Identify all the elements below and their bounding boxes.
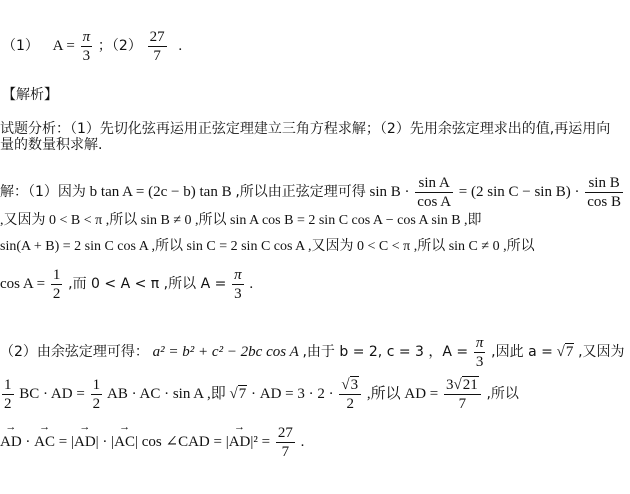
radicand: 7 <box>238 385 247 402</box>
dot-operator: · <box>25 433 31 450</box>
solution-text: ,所以由正弦定理可得 <box>235 183 366 200</box>
answer-part1-lhs: A = <box>52 37 75 54</box>
fraction-numerator: π <box>234 267 242 283</box>
square-root: √3 <box>341 377 359 393</box>
fraction-denominator: 7 <box>281 444 290 460</box>
fraction-denominator: 2 <box>4 396 12 412</box>
solution-line-1d <box>0 266 253 303</box>
fraction-denominator: 3 <box>475 354 484 370</box>
radicand: 3 <box>350 377 359 393</box>
vector-ad: → AD <box>74 433 96 451</box>
vector-ad: → AD <box>229 433 251 451</box>
answer-part1-label: （1） <box>2 37 39 54</box>
square-root: √7 <box>556 343 574 360</box>
fraction-denominator: 7 <box>458 396 467 412</box>
analysis-line-1: 试题分析：（1）先切化弦再运用正弦定理建立三角方程求解；（2）先用余弦定理求出的值,再运用向 <box>0 121 611 137</box>
fraction <box>2 376 14 413</box>
answer-line <box>2 28 182 65</box>
fraction-numerator: 27 <box>149 29 165 45</box>
fraction-denominator: 2 <box>52 286 61 302</box>
fraction-denominator: 2 <box>92 396 101 412</box>
fraction <box>339 376 361 413</box>
vector-ac: → AC <box>114 433 135 451</box>
fraction <box>91 376 103 413</box>
fraction-denominator: 3 <box>234 286 242 302</box>
solution-line-2b <box>0 376 519 413</box>
equation: | · | <box>95 433 115 450</box>
fraction-numerator: sin A <box>415 174 453 193</box>
analysis-line-2: 量的数量积求解. <box>0 137 103 153</box>
equation: | cos ∠CAD = | <box>135 433 229 450</box>
solution-line-2a <box>0 334 625 371</box>
equation: AB · AC · sin A ,即 <box>107 385 226 402</box>
vector-ac: → AC <box>34 433 55 451</box>
answer-part1-fraction <box>81 28 93 65</box>
equation: ,所以 AD = <box>366 385 439 402</box>
fraction <box>232 266 244 303</box>
equation: b tan A = (2c − b) tan B <box>89 183 232 200</box>
equation: sin B · <box>369 183 410 200</box>
solution-end: . <box>249 275 254 292</box>
equation: · AD = 3 · 2 · <box>251 385 334 402</box>
radicand: 7 <box>565 343 574 360</box>
coefficient: 3 <box>446 377 454 393</box>
solution-text: ,又因为 <box>578 343 625 360</box>
fraction <box>585 174 623 211</box>
fraction-numerator: sin B <box>585 174 623 193</box>
solution-line-1a <box>0 174 625 211</box>
fraction-denominator: 2 <box>346 396 354 412</box>
solution-text: ,由于 b = 2, c = 3 ，A = <box>302 343 469 360</box>
fraction-numerator: 1 <box>52 267 61 283</box>
fraction-numerator: 1 <box>4 377 12 393</box>
answer-part2-fraction <box>148 28 167 65</box>
equation: BC · AD = <box>19 385 85 402</box>
solution-intro: （2）由余弦定理可得： <box>0 343 149 360</box>
solution-line-2c <box>0 424 304 461</box>
fraction-denominator: cos B <box>587 194 621 210</box>
equation: = | <box>58 433 74 450</box>
solution-intro: 解：（1）因为 <box>0 183 86 200</box>
answer-separator: ；（2） <box>97 37 142 54</box>
square-root: √21 <box>453 377 478 393</box>
fraction-numerator: π <box>475 335 484 351</box>
solution-line-1b: ,又因为 0 < B < π ,所以 sin B ≠ 0 ,所以 sin A cos B = 2 sin C cos A − cos A sin B ,即 <box>0 213 482 228</box>
fraction-denominator: cos A <box>417 194 452 210</box>
fraction-numerator: π <box>82 29 91 45</box>
fraction-denominator: 7 <box>153 48 161 64</box>
fraction <box>51 266 63 303</box>
fraction-numerator: 1 <box>92 377 101 393</box>
fraction <box>276 424 295 461</box>
solution-text: ,因此 a = <box>491 343 553 360</box>
fraction-numerator <box>339 376 361 395</box>
fraction-denominator: 3 <box>82 48 91 64</box>
fraction <box>415 174 453 211</box>
fraction-numerator <box>444 376 481 395</box>
solution-line-1c: sin(A + B) = 2 sin C cos A ,所以 sin C = 2 sin C cos A ,又因为 0 < C < π ,所以 sin C ≠ 0 ,所以 <box>0 239 535 254</box>
vector-ad: → AD <box>0 433 22 451</box>
square-root: √7 <box>229 385 247 402</box>
solution-text: ,而 0 < A < π ,所以 A = <box>68 275 227 292</box>
analysis-title: 【解析】 <box>2 87 58 103</box>
fraction <box>444 376 481 413</box>
fraction-numerator: 27 <box>277 425 293 441</box>
equation: = (2 sin C − sin B) · <box>458 183 580 200</box>
solution-end: . <box>300 433 305 450</box>
fraction <box>474 334 486 371</box>
equation: a² = b² + c² − 2bc cos A <box>152 343 299 360</box>
solution-text: ,所以 <box>486 385 519 402</box>
equation: |² = <box>250 433 271 450</box>
equation: cos A = <box>0 275 46 292</box>
answer-end: . <box>178 37 183 54</box>
radicand: 21 <box>462 377 478 393</box>
